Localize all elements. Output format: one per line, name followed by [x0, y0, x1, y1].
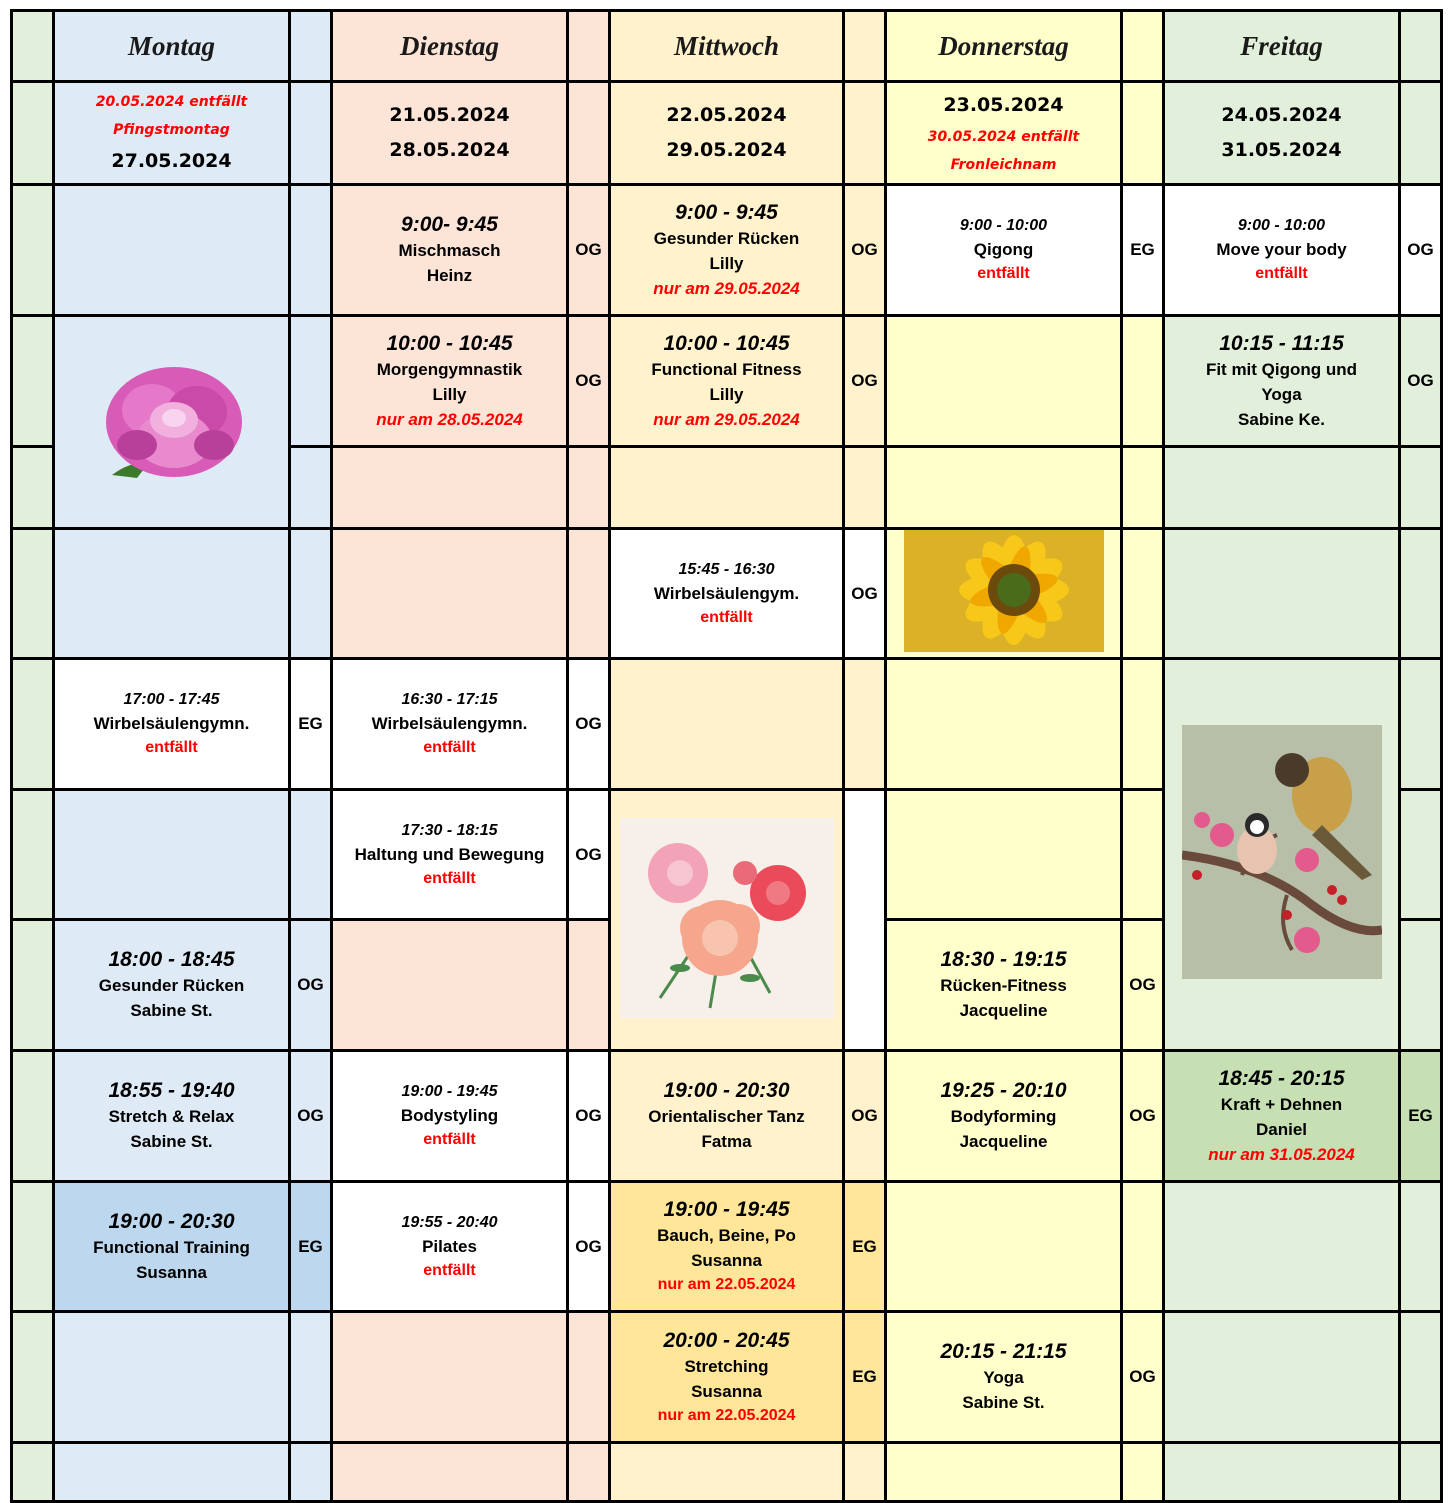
date-label: 21.05.2024: [389, 104, 510, 126]
course-note: nur am 28.05.2024: [376, 409, 523, 429]
date-room-2: [842, 80, 887, 186]
day-header-room-3: [1120, 9, 1165, 83]
course-info: Stretching: [684, 1356, 769, 1376]
date-label: 22.05.2024: [666, 104, 787, 126]
course-time: 18:30 - 19:15: [940, 948, 1067, 971]
date-label: 28.05.2024: [389, 139, 510, 161]
date-room-1: [566, 80, 611, 186]
empty-slot: [330, 1310, 569, 1444]
room-label-cell: [288, 1180, 333, 1313]
room-label: OG: [297, 1106, 324, 1125]
empty-slot: [52, 527, 291, 660]
room-slot: [1398, 918, 1443, 1052]
date-label: 27.05.2024: [111, 149, 232, 172]
course-note: nur am 31.05.2024: [1208, 1144, 1355, 1164]
course-cell: [608, 527, 845, 660]
course-info: Wirbelsäulengymn.: [93, 714, 250, 733]
course-cell: [1162, 183, 1401, 317]
date-room-0: [288, 80, 333, 186]
empty-slot: [608, 1441, 845, 1503]
course-note: entfällt: [145, 739, 198, 756]
course-time: 19:25 - 20:10: [940, 1079, 1067, 1102]
side-column-cell: [10, 9, 55, 83]
side-column-cell: [10, 445, 55, 530]
course-info: Lilly: [709, 253, 744, 273]
course-cell: [608, 314, 845, 448]
room-label-cell: [842, 1310, 887, 1444]
course-info: Susanna: [691, 1381, 762, 1401]
room-slot: [566, 1441, 611, 1503]
course-info: Fit mit Qigong und: [1205, 359, 1358, 379]
day-header-room-1: [566, 9, 611, 83]
empty-slot: [330, 445, 569, 530]
course-info: Gesunder Rücken: [98, 976, 245, 995]
room-slot: [1398, 1310, 1443, 1444]
course-info: Bodyforming: [950, 1107, 1057, 1126]
course-time: 20:00 - 20:45: [663, 1328, 790, 1352]
room-label-cell: [566, 314, 611, 448]
empty-slot: [1162, 445, 1401, 530]
empty-slot: [884, 788, 1123, 921]
course-time: 17:30 - 18:15: [401, 821, 498, 839]
day-name: Montag: [127, 30, 216, 61]
course-cell: [1162, 314, 1401, 448]
carnation-image-cell: [608, 788, 845, 1052]
course-note: entfällt: [423, 739, 476, 756]
course-cell: [52, 1049, 291, 1183]
course-time: 18:45 - 20:15: [1218, 1066, 1345, 1090]
course-info: Stretch & Relax: [108, 1107, 235, 1126]
course-cell: [884, 183, 1123, 317]
room-label-cell: [1398, 1049, 1443, 1183]
course-note: nur am 22.05.2024: [657, 1276, 796, 1293]
room-label: OG: [1129, 975, 1156, 994]
side-column-cell: [10, 788, 55, 921]
peony-image-cell: [52, 314, 291, 530]
course-time: 16:30 - 17:15: [401, 691, 498, 708]
course-cell: [884, 918, 1123, 1052]
course-info: Jacqueline: [959, 1001, 1048, 1020]
room-slot: [842, 657, 887, 791]
course-time: 17:00 - 17:45: [123, 691, 220, 708]
room-slot: [1120, 1180, 1165, 1313]
course-info: Fatma: [701, 1132, 752, 1151]
day-header-1: [330, 9, 569, 83]
room-slot: [288, 1441, 333, 1503]
room-slot: [1120, 527, 1165, 660]
empty-slot: [52, 788, 291, 921]
empty-slot: [1162, 527, 1401, 660]
course-time: 10:00 - 10:45: [386, 331, 513, 355]
side-column-cell: [10, 80, 55, 186]
course-note: nur am 29.05.2024: [653, 409, 800, 429]
bird-branch-image: [1182, 725, 1382, 984]
course-note: entfällt: [423, 869, 476, 887]
course-note: nur am 29.05.2024: [653, 278, 800, 298]
day-header-4: [1162, 9, 1401, 83]
empty-slot: [608, 445, 845, 530]
room-label-cell: [1120, 918, 1165, 1052]
room-label: EG: [852, 1367, 877, 1386]
cancellation-note: Pfingstmontag: [113, 121, 230, 138]
room-slot: [288, 527, 333, 660]
room-label: OG: [575, 714, 602, 733]
course-note: entfällt: [423, 1261, 476, 1279]
course-info: Morgengymnastik: [376, 359, 523, 379]
date-label: 24.05.2024: [1221, 104, 1342, 126]
room-label-cell: [1120, 1049, 1165, 1183]
course-info: Wirbelsäulengym.: [653, 583, 800, 603]
empty-slot: [52, 1441, 291, 1503]
room-label: OG: [851, 1106, 878, 1125]
course-cell: [608, 1310, 845, 1444]
course-info: Yoga: [983, 1368, 1024, 1387]
side-column-cell: [10, 527, 55, 660]
course-info: Haltung und Bewegung: [354, 844, 545, 864]
room-label-cell: [566, 1049, 611, 1183]
day-header-0: [52, 9, 291, 83]
date-room-3: [1120, 80, 1165, 186]
room-slot: [288, 314, 333, 448]
course-info: Pilates: [422, 1236, 477, 1256]
date-cell-1: [330, 80, 569, 186]
empty-slot: [884, 1441, 1123, 1503]
room-label: OG: [851, 583, 878, 603]
room-label: EG: [298, 1236, 323, 1256]
day-header-room-0: [288, 9, 333, 83]
empty-slot: [52, 183, 291, 317]
room-label: OG: [575, 844, 602, 864]
side-column-cell: [10, 918, 55, 1052]
date-room-4: [1398, 80, 1443, 186]
course-cell: [608, 1180, 845, 1313]
course-info: Lilly: [709, 384, 744, 404]
course-cell: [1162, 1049, 1401, 1183]
empty-slot: [1162, 1441, 1401, 1503]
side-column-cell: [10, 183, 55, 317]
empty-slot: [884, 1180, 1123, 1313]
course-info: Functional Fitness: [651, 359, 802, 379]
room-label-cell: [288, 657, 333, 791]
course-cell: [330, 314, 569, 448]
empty-slot: [608, 657, 845, 791]
room-label: OG: [851, 371, 878, 390]
cancellation-note: 20.05.2024 entfällt: [95, 93, 248, 110]
room-label-cell: [842, 1049, 887, 1183]
room-slot: [1398, 657, 1443, 791]
room-slot: [1398, 1441, 1443, 1503]
course-info: Sabine St.: [130, 1001, 213, 1020]
day-name: Donnerstag: [938, 30, 1069, 61]
date-label: 23.05.2024: [943, 93, 1064, 116]
room-label-cell: [1398, 314, 1443, 448]
side-column-cell: [10, 314, 55, 448]
room-slot: [1398, 1180, 1443, 1313]
day-name: Dienstag: [399, 30, 499, 61]
day-name: Mittwoch: [673, 30, 780, 61]
course-cell: [52, 918, 291, 1052]
room-label: EG: [852, 1236, 877, 1256]
room-label-cell: [842, 314, 887, 448]
cancellation-note: Fronleichnam: [950, 156, 1057, 173]
room-slot: [288, 183, 333, 317]
side-column-cell: [10, 657, 55, 791]
date-cell-0: [52, 80, 291, 186]
side-column-cell: [10, 1310, 55, 1444]
course-info: Heinz: [426, 266, 473, 285]
room-label-cell: [288, 1049, 333, 1183]
room-label: OG: [575, 1236, 602, 1256]
course-info: Sabine St.: [130, 1132, 213, 1151]
course-info: Susanna: [691, 1251, 762, 1270]
course-cell: [884, 1049, 1123, 1183]
empty-slot: [1162, 1310, 1401, 1444]
course-cell: [330, 788, 569, 921]
room-label-cell: [288, 918, 333, 1052]
course-time: 9:00 - 10:00: [1237, 217, 1326, 234]
room-slot: [566, 527, 611, 660]
room-label: OG: [297, 975, 324, 994]
room-label-cell: [842, 527, 887, 660]
room-slot: [566, 918, 611, 1052]
course-cell: [608, 1049, 845, 1183]
day-header-2: [608, 9, 845, 83]
course-info: Sabine Ke.: [1238, 409, 1325, 429]
course-time: 19:00 - 20:30: [663, 1079, 790, 1102]
course-time: 10:15 - 11:15: [1219, 331, 1344, 355]
day-header-3: [884, 9, 1123, 83]
course-time: 15:45 - 16:30: [678, 560, 775, 578]
cancellation-note: 30.05.2024 entfällt: [927, 128, 1080, 145]
room-slot: [1120, 314, 1165, 448]
room-slot: [1398, 788, 1443, 921]
course-time: 19:55 - 20:40: [401, 1213, 498, 1231]
room-label-cell: [566, 788, 611, 921]
course-time: 20:15 - 21:15: [940, 1340, 1067, 1363]
room-slot: [842, 445, 887, 530]
side-column-cell: [10, 1180, 55, 1313]
course-time: 19:00 - 20:30: [108, 1209, 235, 1233]
day-header-room-2: [842, 9, 887, 83]
room-label-cell: [566, 657, 611, 791]
course-time: 9:00- 9:45: [401, 213, 498, 236]
empty-slot: [884, 445, 1123, 530]
day-name: Freitag: [1240, 30, 1323, 61]
peony-image: [92, 350, 252, 495]
course-time: 18:00 - 18:45: [108, 948, 235, 971]
course-note: entfällt: [700, 608, 753, 626]
room-label: OG: [851, 240, 878, 259]
course-info: Sabine St.: [962, 1393, 1045, 1412]
course-info: Move your body: [1216, 240, 1347, 259]
course-cell: [330, 1180, 569, 1313]
course-info: Orientalischer Tanz: [648, 1107, 805, 1126]
course-time: 18:55 - 19:40: [108, 1079, 235, 1102]
course-info: Susanna: [136, 1262, 207, 1282]
course-info: Kraft + Dehnen: [1220, 1094, 1343, 1114]
room-label: OG: [575, 240, 602, 259]
course-note: nur am 22.05.2024: [657, 1406, 796, 1424]
course-cell: [884, 1310, 1123, 1444]
course-info: Qigong: [973, 240, 1034, 259]
room-slot: [1120, 788, 1165, 921]
side-column-cell: [10, 1441, 55, 1503]
room-label: OG: [1407, 371, 1434, 390]
empty-slot: [884, 314, 1123, 448]
course-info: Functional Training: [93, 1237, 250, 1257]
room-label-cell: [1120, 183, 1165, 317]
course-time: 10:00 - 10:45: [663, 331, 790, 355]
course-info: Rücken-Fitness: [940, 976, 1067, 995]
room-label: OG: [1407, 240, 1434, 259]
room-label: EG: [1408, 1106, 1433, 1125]
course-cell: [52, 657, 291, 791]
course-cell: [608, 183, 845, 317]
empty-slot: [52, 1310, 291, 1444]
room-label: EG: [298, 714, 323, 733]
date-cell-3: [884, 80, 1123, 186]
empty-slot: [884, 657, 1123, 791]
course-cell: [330, 183, 569, 317]
room-slot: [288, 445, 333, 530]
room-slot: [842, 1441, 887, 1503]
room-slot: [1120, 657, 1165, 791]
room-slot: [1398, 527, 1443, 660]
course-cell: [330, 657, 569, 791]
course-note: entfällt: [1255, 265, 1308, 282]
room-slot: [288, 1310, 333, 1444]
room-slot: [1120, 1441, 1165, 1503]
course-time: 9:00 - 10:00: [959, 217, 1048, 234]
room-label-cell: [566, 183, 611, 317]
course-info: Bauch, Beine, Po: [657, 1226, 796, 1245]
date-label: 29.05.2024: [666, 139, 787, 161]
room-label-cell: [566, 1180, 611, 1313]
date-cell-2: [608, 80, 845, 186]
sunflower-image-cell: [884, 527, 1123, 660]
bird-branch-image-cell: [1162, 657, 1401, 1052]
course-info: Wirbelsäulengymn.: [371, 714, 528, 733]
room-label-cell: [842, 183, 887, 317]
course-time: 9:00 - 9:45: [675, 200, 778, 224]
course-info: Jacqueline: [959, 1132, 1048, 1151]
room-label: OG: [1129, 1367, 1156, 1386]
course-note: entfällt: [423, 1131, 476, 1148]
room-slot: [1398, 445, 1443, 530]
course-info: Gesunder Rücken: [653, 228, 800, 248]
room-slot: [1120, 445, 1165, 530]
date-cell-4: [1162, 80, 1401, 186]
sunflower-image: [904, 530, 1104, 657]
room-label: OG: [575, 371, 602, 390]
side-column-cell: [10, 1049, 55, 1183]
course-cell: [330, 1049, 569, 1183]
date-label: 31.05.2024: [1221, 139, 1342, 161]
room-slot: [288, 788, 333, 921]
room-label-cell: [1398, 183, 1443, 317]
empty-slot: [330, 527, 569, 660]
empty-slot: [330, 1441, 569, 1503]
room-slot: [566, 1310, 611, 1444]
course-info: Mischmasch: [398, 241, 501, 260]
course-time: 19:00 - 19:45: [663, 1198, 790, 1221]
empty-slot: [330, 918, 569, 1052]
room-label: EG: [1130, 240, 1155, 259]
course-time: 19:00 - 19:45: [401, 1083, 498, 1100]
room-label-cell: [842, 1180, 887, 1313]
course-info: Bodystyling: [400, 1106, 499, 1125]
course-info: Lilly: [432, 384, 467, 404]
course-info: Daniel: [1255, 1119, 1308, 1139]
room-label-cell: [1120, 1310, 1165, 1444]
course-cell: [52, 1180, 291, 1313]
day-header-room-4: [1398, 9, 1443, 83]
course-info: Yoga: [1261, 384, 1302, 404]
carnation-image: [620, 818, 834, 1023]
room-slot: [566, 445, 611, 530]
empty-slot: [1162, 1180, 1401, 1313]
room-label: OG: [1129, 1106, 1156, 1125]
course-note: entfällt: [977, 265, 1030, 282]
room-label: OG: [575, 1106, 602, 1125]
